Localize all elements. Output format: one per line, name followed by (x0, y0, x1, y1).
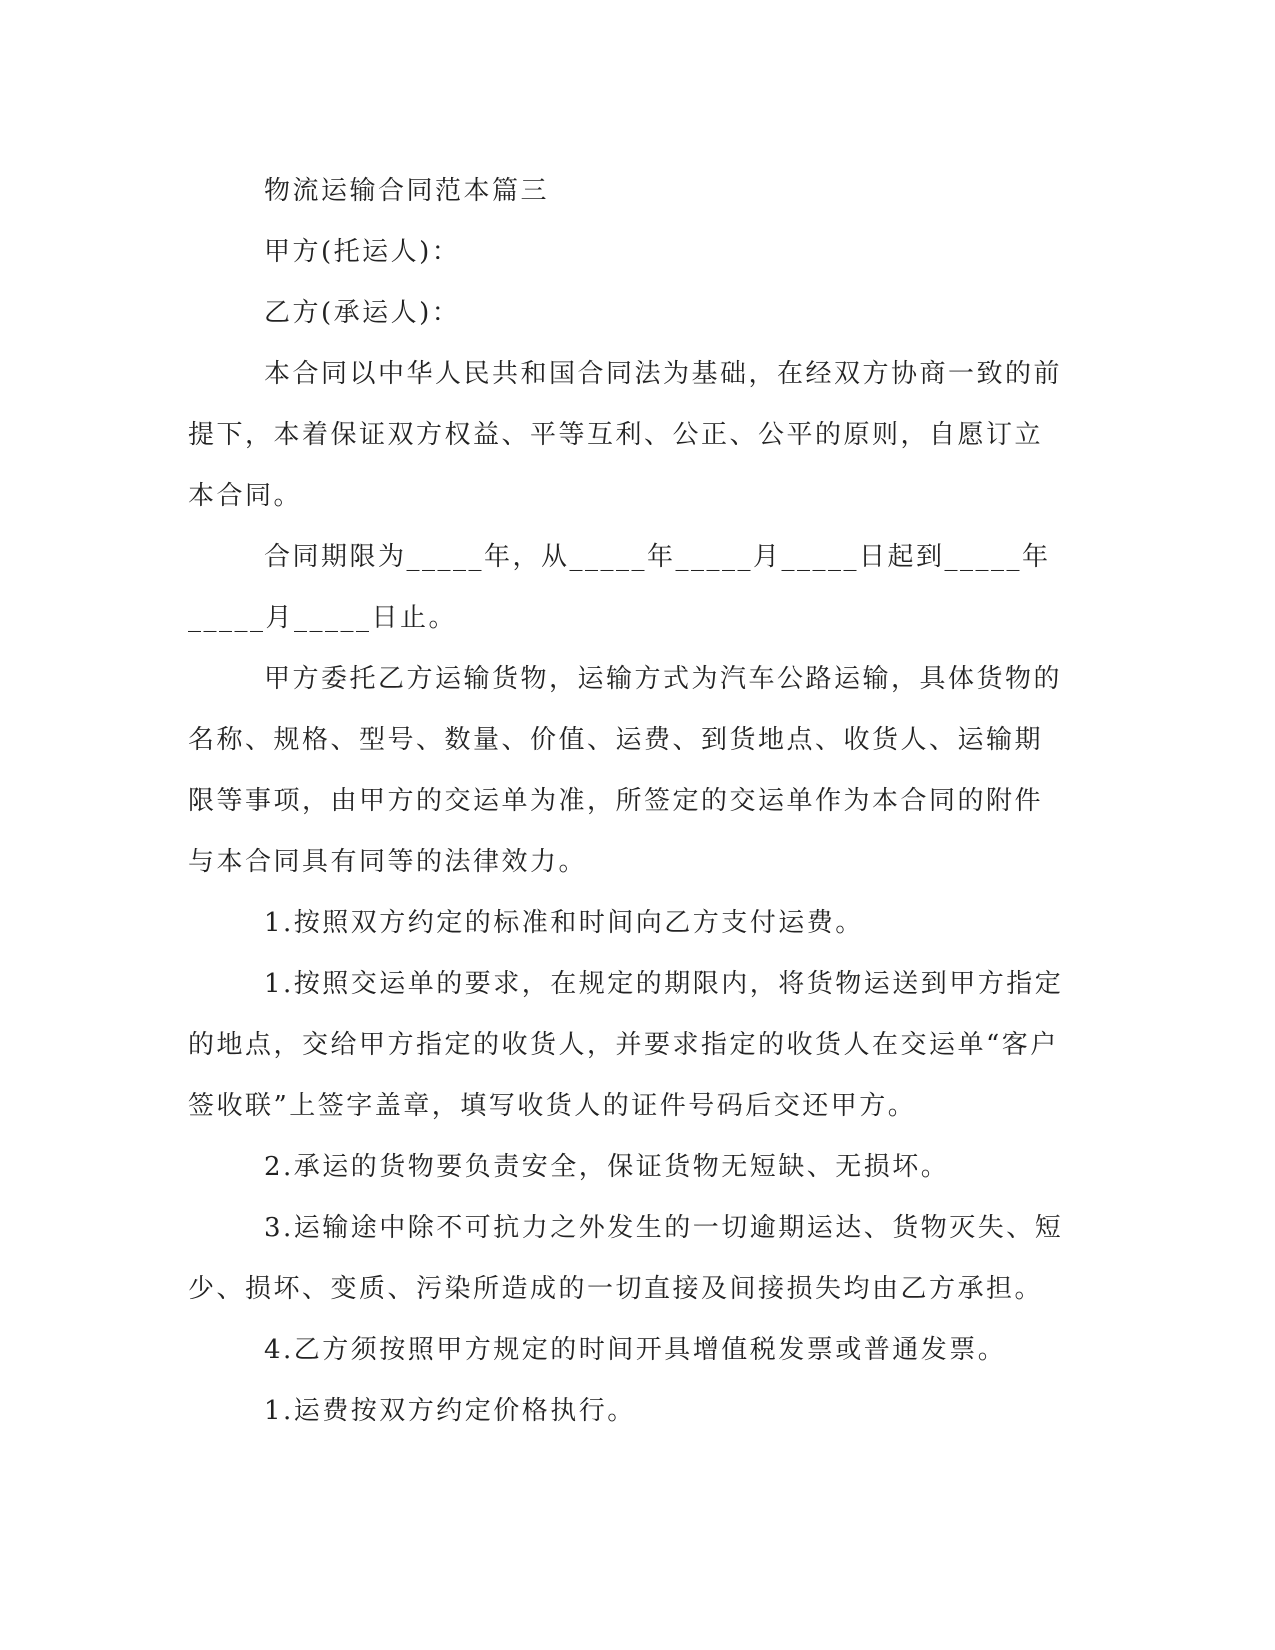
party-b-line: 乙方(承运人)： (264, 298, 461, 328)
clause-party-b-2: 2.承运的货物要负责安全，保证货物无短缺、无损坏。 (264, 1152, 950, 1182)
document-body (188, 161, 1068, 1442)
paragraph-term: 合同期限为_____年，从_____年_____月_____日起到_____年_____月_____日止。 (188, 542, 1051, 633)
clause-party-b-4: 4.乙方须按照甲方规定的时间开具增值税发票或普通发票。 (264, 1335, 1007, 1365)
party-a-line: 甲方(托运人)： (264, 237, 461, 267)
clause-party-b-1: 1.按照交运单的要求，在规定的期限内，将货物运送到甲方指定的地点，交给甲方指定的收货人，并要求指定的收货人在交运单“客户签收联”上签字盖章，填写收货人的证件号码后交还甲方。 (188, 969, 1064, 1121)
clause-party-a-1: 1.按照双方约定的标准和时间向乙方支付运费。 (264, 908, 864, 938)
clause-fee-1: 1.运费按双方约定价格执行。 (264, 1396, 636, 1426)
document-title: 物流运输合同范本篇三 (264, 176, 550, 206)
clause-party-b-3: 3.运输途中除不可抗力之外发生的一切逾期运达、货物灭失、短少、损坏、变质、污染所造成的一切直接及间接损失均由乙方承担。 (188, 1213, 1064, 1304)
paragraph-preamble: 本合同以中华人民共和国合同法为基础，在经双方协商一致的前提下，本着保证双方权益、平等互利、公正、公平的原则，自愿订立本合同。 (188, 359, 1063, 511)
paragraph-scope: 甲方委托乙方运输货物，运输方式为汽车公路运输，具体货物的名称、规格、型号、数量、价值、运费、到货地点、收货人、运输期限等事项，由甲方的交运单为准，所签定的交运单作为本合同的附件与本合同具有同等的法律效力。 (188, 664, 1063, 877)
